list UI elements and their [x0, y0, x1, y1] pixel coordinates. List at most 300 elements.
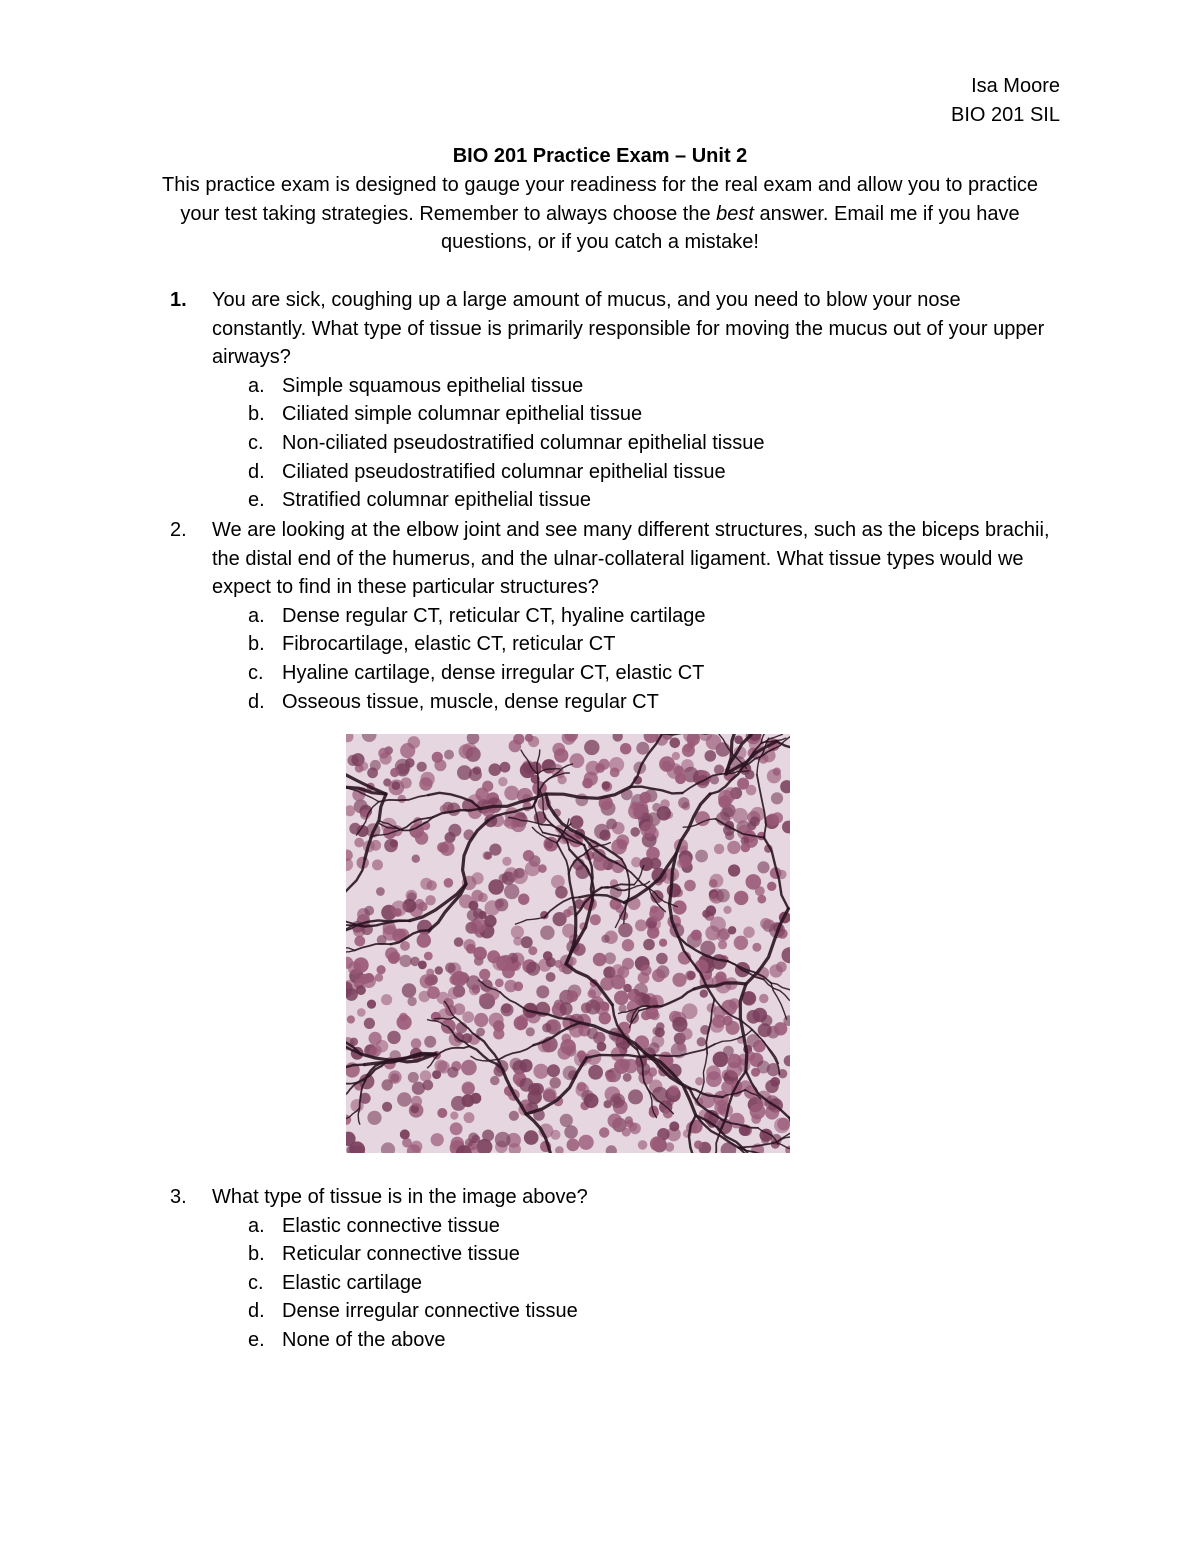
micrograph-cell — [397, 1092, 411, 1106]
micrograph-cell — [445, 963, 456, 974]
option-letter: c. — [248, 661, 264, 684]
micrograph-cell — [482, 1130, 494, 1142]
micrograph-cell — [498, 777, 507, 786]
option-letter: e. — [248, 1328, 265, 1351]
micrograph-cell — [728, 926, 736, 934]
question-number: 2. — [170, 519, 187, 541]
micrograph-cell — [402, 1138, 412, 1148]
option-item — [248, 630, 1050, 659]
micrograph-cell — [771, 792, 783, 804]
micrograph-cell — [509, 740, 522, 753]
micrograph-cell — [468, 1133, 478, 1143]
option-text: None of the above — [282, 1328, 446, 1351]
option-item — [248, 1326, 1050, 1355]
micrograph-cell — [462, 1011, 474, 1023]
micrograph-cell — [402, 983, 416, 997]
option-letter: b. — [248, 1243, 265, 1266]
micrograph-cell — [475, 788, 488, 801]
micrograph-cell — [750, 816, 760, 826]
micrograph-cell — [760, 918, 771, 929]
micrograph-cell — [354, 936, 365, 947]
header-info — [951, 72, 1060, 130]
micrograph-cell — [526, 962, 540, 976]
micrograph-cell — [588, 1065, 603, 1080]
micrograph-cell — [777, 1118, 790, 1131]
micrograph-cell — [504, 786, 519, 801]
micrograph-image — [346, 734, 790, 1153]
micrograph-cell — [384, 839, 398, 853]
micrograph-cell — [650, 1136, 665, 1151]
question-text: We are looking at the elbow joint and see many different structures, such as the biceps brachii, the distal end of the humerus, and the ulnar-collateral ligament. What tissue types would we expect to find in these particular structures? — [212, 519, 1050, 599]
micrograph-cell — [759, 994, 768, 1003]
micrograph-cell — [638, 1140, 648, 1150]
micrograph-cell — [614, 991, 629, 1006]
option-letter: a. — [248, 1214, 265, 1237]
micrograph-cell — [526, 1027, 535, 1036]
micrograph-cell — [417, 933, 431, 947]
micrograph-cell — [469, 920, 483, 934]
micrograph-cell — [716, 929, 728, 941]
question-number: 3. — [170, 1186, 187, 1208]
micrograph-cell — [454, 937, 464, 947]
micrograph-cell — [360, 809, 370, 819]
micrograph-cell — [606, 1072, 616, 1082]
option-text: Reticular connective tissue — [282, 1243, 520, 1266]
option-letter: d. — [248, 1300, 265, 1323]
micrograph-cell — [357, 1008, 366, 1017]
micrograph-cell — [464, 1112, 475, 1123]
micrograph-cell — [593, 953, 607, 967]
micrograph-cell — [354, 838, 364, 848]
option-letter: e. — [248, 489, 265, 512]
micrograph-cell — [367, 1111, 381, 1125]
micrograph-cell — [419, 777, 432, 790]
micrograph-cell — [425, 895, 435, 905]
micrograph-cell — [399, 1013, 408, 1022]
micrograph-cell — [444, 750, 454, 760]
micrograph-cell — [400, 941, 410, 951]
micrograph-cell — [407, 892, 416, 901]
micrograph-cell — [364, 906, 374, 916]
micrograph-cell — [727, 841, 740, 854]
micrograph-cell — [741, 843, 751, 853]
micrograph-cell — [678, 797, 689, 808]
micrograph-cell — [669, 1121, 679, 1131]
micrograph-cell — [427, 986, 440, 999]
micrograph-cell — [636, 742, 649, 755]
option-letter: c. — [248, 431, 264, 454]
micrograph-cell — [415, 831, 428, 844]
micrograph-cell — [356, 985, 366, 995]
micrograph-cell — [468, 901, 478, 911]
micrograph-cell — [714, 1091, 729, 1106]
micrograph-cell — [732, 808, 748, 824]
micrograph-cell — [638, 972, 650, 984]
micrograph-cell — [378, 748, 389, 759]
micrograph-cell — [360, 974, 370, 984]
micrograph-cell — [562, 1034, 572, 1044]
micrograph-cell — [585, 1000, 600, 1015]
micrograph-cell — [370, 840, 381, 851]
question-text: What type of tissue is in the image above? — [212, 1186, 588, 1208]
micrograph-cell — [598, 759, 609, 770]
micrograph-cell — [447, 803, 460, 816]
micrograph-cell — [375, 973, 383, 981]
micrograph-cell — [474, 1013, 488, 1027]
micrograph-cell — [417, 920, 432, 935]
option-text: Ciliated simple columnar epithelial tissue — [282, 403, 643, 426]
micrograph-cell — [376, 887, 385, 896]
micrograph-cell — [424, 952, 433, 961]
micrograph-cell — [757, 1061, 770, 1074]
micrograph-cell — [450, 1112, 458, 1120]
option-item — [248, 688, 1050, 717]
micrograph-cell — [400, 1129, 410, 1139]
option-item — [248, 659, 1050, 688]
option-letter: b. — [248, 403, 265, 426]
micrograph-cell — [469, 768, 482, 781]
micrograph-cell — [628, 803, 644, 819]
micrograph-cell — [550, 1077, 561, 1088]
micrograph-cell — [382, 1102, 392, 1112]
micrograph-cell — [597, 1042, 607, 1052]
micrograph-cell — [382, 1079, 393, 1090]
micrograph-cell — [746, 785, 757, 796]
micrograph-cell — [505, 980, 518, 993]
micrograph-cell — [364, 1018, 375, 1029]
micrograph-cell — [584, 740, 599, 755]
micrograph-cell — [398, 795, 406, 803]
micrograph-cell — [776, 962, 787, 973]
micrograph-cell — [757, 895, 766, 904]
intro-part2: answer. Email me if you have questions, or if you catch a mistake! — [441, 202, 1020, 253]
exam-title: BIO 201 Practice Exam – Unit 2 — [452, 145, 748, 167]
option-letter: d. — [248, 460, 265, 483]
micrograph-cell — [490, 1076, 499, 1085]
micrograph-cell — [405, 758, 415, 768]
micrograph-cell — [390, 768, 399, 777]
micrograph-cell — [623, 1073, 632, 1082]
micrograph-cell — [691, 930, 702, 941]
micrograph-cell — [718, 795, 731, 808]
option-list — [170, 602, 1050, 716]
micrograph-cell — [770, 1077, 780, 1087]
micrograph-cell — [753, 1008, 768, 1023]
micrograph-cell — [479, 969, 490, 980]
micrograph-cell — [772, 812, 783, 823]
micrograph-cell — [411, 1141, 423, 1153]
micrograph-cell — [479, 994, 488, 1003]
option-item — [248, 458, 1050, 487]
micrograph-cell — [495, 979, 504, 988]
micrograph-cell — [488, 879, 504, 895]
micrograph-cell — [521, 936, 533, 948]
micrograph-cell — [431, 1133, 444, 1146]
micrograph-cell — [558, 1046, 572, 1060]
micrograph-cell — [484, 915, 496, 927]
micrograph-cell — [728, 864, 740, 876]
micrograph-cell — [540, 926, 554, 940]
micrograph-cell — [447, 1067, 458, 1078]
micrograph-cell — [684, 880, 696, 892]
micrograph-cell — [489, 844, 501, 856]
option-text: Stratified columnar epithelial tissue — [282, 489, 592, 512]
micrograph-cell — [387, 1031, 400, 1044]
micrograph-cell — [727, 1062, 743, 1078]
option-item — [248, 400, 1050, 429]
micrograph-cell — [682, 1003, 698, 1019]
question-3 — [170, 1183, 1050, 1355]
micrograph-cell — [640, 857, 654, 871]
micrograph-cell — [640, 792, 652, 804]
micrograph-cell — [773, 768, 781, 776]
micrograph-cell — [427, 880, 437, 890]
micrograph-cell — [502, 857, 511, 866]
micrograph-cell — [734, 936, 748, 950]
option-text: Ciliated pseudostratified columnar epithelial tissue — [282, 460, 726, 483]
micrograph-cell — [648, 1042, 659, 1053]
option-item — [248, 1212, 1050, 1241]
micrograph-cell — [599, 1012, 611, 1024]
micrograph-cell — [518, 894, 529, 905]
option-text: Hyaline cartilage, dense irregular CT, elastic CT — [282, 661, 705, 684]
micrograph-cell — [563, 909, 571, 917]
micrograph-cell — [641, 1010, 651, 1020]
micrograph-cell — [495, 1132, 511, 1148]
option-text: Dense irregular connective tissue — [282, 1300, 578, 1323]
micrograph-cell — [418, 961, 427, 970]
micrograph-cell — [472, 872, 484, 884]
micrograph-cell — [516, 1018, 527, 1029]
micrograph-cell — [450, 1122, 463, 1135]
micrograph-cell — [417, 762, 427, 772]
micrograph-cell — [672, 900, 686, 914]
micrograph-cell — [555, 886, 568, 899]
option-letter: d. — [248, 690, 265, 713]
micrograph-cell — [485, 900, 500, 915]
micrograph-cell — [668, 1085, 679, 1096]
micrograph-cell — [712, 1015, 725, 1028]
micrograph-cell — [440, 841, 455, 856]
micrograph-cell — [420, 974, 434, 988]
author-name: Isa Moore — [971, 75, 1060, 97]
micrograph-cell — [424, 1036, 436, 1048]
micrograph-cell — [489, 763, 502, 776]
micrograph-cell — [496, 955, 512, 971]
micrograph-cell — [469, 984, 480, 995]
micrograph-cell — [462, 1094, 475, 1107]
micrograph-cell — [610, 1093, 625, 1108]
micrograph-cell — [567, 1139, 580, 1152]
option-letter: a. — [248, 374, 265, 397]
micrograph-cell — [523, 850, 534, 861]
micrograph-cell — [695, 850, 708, 863]
micrograph-cell — [602, 781, 610, 789]
micrograph-cell — [533, 1064, 548, 1079]
micrograph-cell — [462, 743, 477, 758]
micrograph-cell — [511, 926, 524, 939]
micrograph-cell — [629, 1122, 638, 1131]
micrograph-cell — [381, 994, 392, 1005]
micrograph-cell — [388, 952, 400, 964]
micrograph-cell — [370, 760, 381, 771]
micrograph-cell — [532, 1083, 544, 1095]
micrograph-cell — [746, 874, 762, 890]
micrograph-cell — [579, 1135, 594, 1150]
micrograph-cell — [473, 947, 487, 961]
micrograph-cell — [476, 1028, 485, 1037]
question-2 — [170, 516, 1050, 716]
micrograph-cell — [695, 1077, 703, 1085]
micrograph-cell — [667, 763, 683, 779]
option-item — [248, 429, 1050, 458]
micrograph-cell — [655, 1027, 665, 1037]
micrograph-cell — [706, 1071, 722, 1087]
micrograph-cell — [412, 855, 420, 863]
option-text: Elastic cartilage — [282, 1271, 423, 1294]
question-text: You are sick, coughing up a large amount of mucus, and you need to blow your nose constantly. What type of tissue is primarily responsible for moving the mucus out of your upper airways? — [212, 289, 1045, 369]
micrograph-cell — [710, 874, 724, 888]
micrograph-cell — [461, 1060, 477, 1076]
micrograph-cell — [500, 762, 511, 773]
micrograph-cell — [672, 1017, 687, 1032]
micrograph-cell — [543, 951, 553, 961]
course-code: BIO 201 SIL — [951, 104, 1060, 126]
micrograph-cell — [757, 861, 769, 873]
option-letter: a. — [248, 604, 265, 627]
micrograph-cell — [377, 965, 386, 974]
micrograph-cell — [584, 1093, 599, 1108]
micrograph-cell — [467, 910, 479, 922]
option-text: Fibrocartilage, elastic CT, reticular CT — [282, 633, 616, 656]
option-list — [170, 372, 1050, 515]
micrograph-cell — [630, 827, 640, 837]
question-1 — [170, 286, 1050, 515]
option-item — [248, 1269, 1050, 1298]
micrograph-cell — [618, 923, 632, 937]
micrograph-cell — [554, 748, 568, 762]
micrograph-cell — [408, 1072, 419, 1083]
micrograph-cell — [702, 910, 710, 918]
micrograph-cell — [751, 1114, 761, 1124]
micrograph-cell — [536, 985, 549, 998]
micrograph-cell — [434, 1060, 447, 1073]
micrograph-cell — [677, 1042, 686, 1051]
micrograph-cell — [471, 890, 483, 902]
option-item — [248, 1297, 1050, 1326]
micrograph-cell — [407, 997, 416, 1006]
question-number: 1. — [170, 289, 187, 311]
micrograph-cell — [391, 901, 407, 917]
micrograph-cell — [609, 757, 624, 772]
micrograph-cell — [596, 1033, 605, 1042]
micrograph-cell — [663, 1109, 673, 1119]
micrograph-cell — [594, 824, 609, 839]
micrograph-cell — [509, 1111, 519, 1121]
micrograph-cell — [659, 939, 667, 947]
micrograph-cell — [752, 943, 761, 952]
micrograph-cell — [437, 1108, 447, 1118]
micrograph-cell — [723, 906, 731, 914]
micrograph-cell — [435, 966, 443, 974]
micrograph-cell — [399, 955, 411, 967]
micrograph-cell — [734, 891, 748, 905]
micrograph-cell — [543, 1087, 557, 1101]
micrograph-cell — [525, 861, 540, 876]
micrograph-cell — [528, 736, 539, 747]
micrograph-cell — [608, 1114, 623, 1129]
micrograph-cell — [718, 940, 727, 949]
micrograph-cell — [614, 1059, 629, 1074]
micrograph-cell — [672, 752, 680, 760]
option-letter: b. — [248, 633, 265, 656]
micrograph-cell — [620, 743, 631, 754]
micrograph-cell — [528, 946, 537, 955]
micrograph-cell — [400, 743, 415, 758]
micrograph-cell — [635, 919, 647, 931]
micrograph-cell — [348, 961, 362, 975]
micrograph-cell — [601, 935, 609, 943]
micrograph-cell — [546, 972, 556, 982]
micrograph-cell — [706, 734, 722, 750]
option-item — [248, 602, 1050, 631]
micrograph-cell — [716, 889, 730, 903]
micrograph-cell — [700, 990, 708, 998]
micrograph-cell — [453, 1003, 465, 1015]
micrograph-cell — [542, 1023, 551, 1032]
micrograph-cell — [449, 975, 459, 985]
micrograph-cell — [717, 1105, 726, 1114]
micrograph-cell — [715, 972, 726, 983]
micrograph-cell — [697, 1037, 706, 1046]
micrograph-cell — [657, 806, 671, 820]
option-list — [170, 1212, 1050, 1355]
micrograph-cell — [652, 1087, 668, 1103]
micrograph-cell — [672, 973, 686, 987]
option-item — [248, 1240, 1050, 1269]
micrograph-cell — [670, 738, 681, 749]
micrograph-cell — [501, 1003, 514, 1016]
micrograph-cell — [514, 868, 525, 879]
option-text: Simple squamous epithelial tissue — [282, 374, 584, 397]
micrograph-cell — [444, 878, 454, 888]
micrograph-cell — [519, 1078, 533, 1092]
micrograph-cell — [628, 1089, 643, 1104]
micrograph-cell — [652, 969, 665, 982]
micrograph-cell — [705, 750, 717, 762]
micrograph-cell — [448, 824, 461, 837]
micrograph-cell — [570, 815, 584, 829]
micrograph-cell — [577, 1082, 587, 1092]
micrograph-cell — [392, 781, 401, 790]
micrograph-cell — [559, 1002, 572, 1015]
micrograph-cell — [434, 759, 446, 771]
option-item — [248, 486, 1050, 515]
micrograph-cell — [372, 859, 383, 870]
micrograph-cell — [411, 1038, 422, 1049]
intro-paragraph — [150, 171, 1050, 257]
option-letter: c. — [248, 1271, 264, 1294]
micrograph-cell — [611, 975, 626, 990]
micrograph-svg — [346, 734, 790, 1153]
micrograph-cell — [694, 1140, 703, 1149]
micrograph-cell — [622, 939, 634, 951]
micrograph-cell — [504, 884, 519, 899]
option-item — [248, 372, 1050, 401]
micrograph-cell — [679, 855, 692, 868]
micrograph-cell — [462, 1081, 475, 1094]
micrograph-cell — [767, 882, 776, 891]
